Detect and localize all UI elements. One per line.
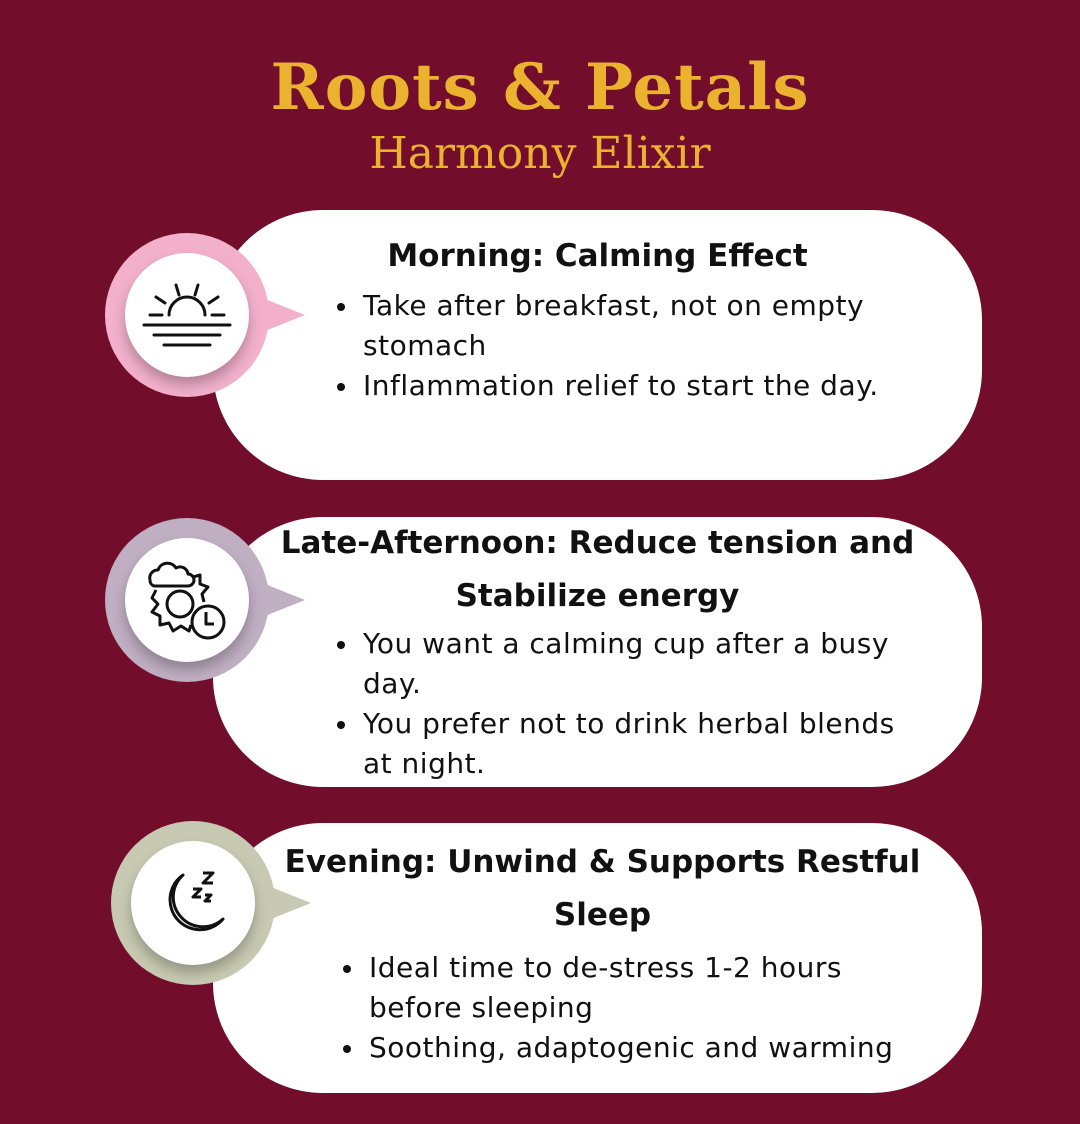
section-heading: Late-Afternoon: Reduce tension and Stabilize energy bbox=[280, 525, 915, 614]
bullet-item: You prefer not to drink herbal blends at night. bbox=[363, 704, 902, 784]
morning-badge bbox=[105, 233, 269, 397]
section-heading: Evening: Unwind & Supports Restful Sleep bbox=[284, 844, 921, 933]
bullet-item: Take after breakfast, not on empty stomach bbox=[363, 286, 882, 366]
brand-title: Roots & Petals bbox=[270, 50, 810, 125]
bullet-item: Ideal time to de-stress 1-2 hours before sleeping bbox=[369, 948, 902, 1028]
bullet-item: You want a calming cup after a busy day. bbox=[363, 624, 902, 704]
product-subtitle: Harmony Elixir bbox=[369, 128, 711, 179]
evening-card bbox=[213, 823, 982, 1093]
sunrise-icon bbox=[142, 275, 232, 355]
moon-sleep-icon bbox=[153, 863, 233, 943]
bullet-item: Soothing, adaptogenic and warming bbox=[369, 1028, 902, 1068]
bullet-item: Inflammation relief to start the day. bbox=[363, 366, 882, 406]
sun-cloud-clock-icon bbox=[142, 558, 232, 642]
afternoon-card bbox=[213, 517, 982, 787]
afternoon-badge bbox=[105, 518, 269, 682]
evening-badge bbox=[111, 821, 275, 985]
section-heading: Morning: Calming Effect bbox=[387, 238, 808, 274]
morning-card bbox=[213, 210, 982, 480]
